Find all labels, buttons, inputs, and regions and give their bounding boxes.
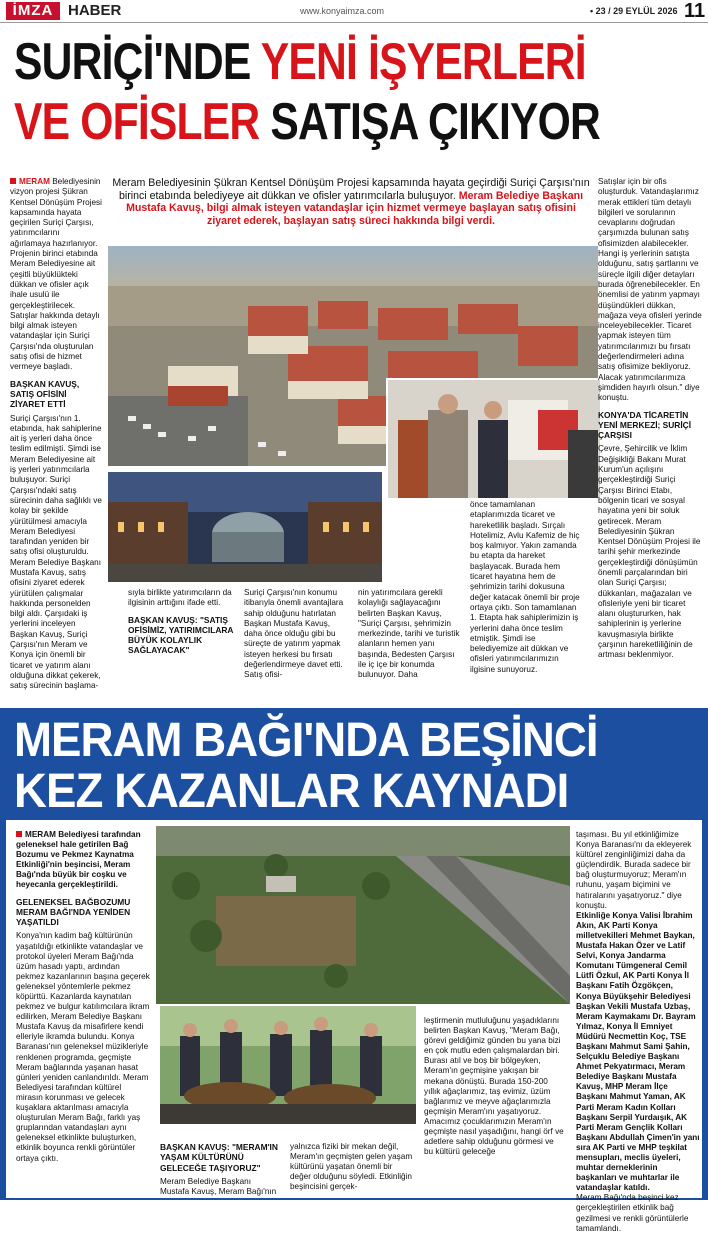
article-2-column-1 <box>16 830 150 1196</box>
paragraph: sıyla birlikte yatırımcıların da ilgisinin arttığını ifade etti. <box>128 588 232 608</box>
subheading: BAŞKAN KAVUŞ: "SATIŞ OFİSİMİZ, YATIRIMCILARA BÜYÜK KOLAYLIK SAĞLAYACAK" <box>128 614 234 656</box>
headline-1-black-part: SURİÇİ'NDE <box>14 33 251 91</box>
paragraph: Suriçi Çarşısı'nın 1. etabında, hak sahiplerine ait iş yerleri daha önce teslim edilmişti. Şimdi ise Meram Belediyesine ait iş yerleri yatırımcılarla buluşuyor. Suriçi Çarşısı'ndaki satış sürecinin daha sağlıklı ve kolay bir şekilde yürütülmesi amacıyla Meram Belediyesi tarafından yeniden bir satış ofisi oluşturuldu. Meram Belediye Başkanı Mustafa Kavuş, satış ofisini ziyaret ederek yürütülen çalışmalar hakkında personelden bilgi aldı. Çarşıdaki iş yerlerini inceleyen Başkan Kavuş, Suriçi Çarşısı'nın Meram ve Konya için önemli bir ticaret ve yatırım alanı olduğuna dikkat çekerek, satış sürecinin başlama- <box>10 413 102 691</box>
photo-mayor-visit-office <box>386 378 602 500</box>
paragraph: nin yatırımcılara gerekli kolaylığı sağlayacağını belirten Başkan Kavuş, "Suriçi Çarşısı, şehrimizin merkezinde, tarihi ve turistik alanların hemen yanı başında, Bedesten Çarşısı ile iç içe bir konumda bulunuyor. Daha <box>358 588 460 680</box>
headline-1-line-1 <box>14 33 586 91</box>
article-2-column-5 <box>576 830 700 1233</box>
bullet-square-icon <box>16 831 22 837</box>
headline-1-black-part-2: SATIŞA ÇIKIYOR <box>270 93 601 151</box>
headline-1-red-part-2: VE OFİSLER <box>14 93 260 151</box>
article-2-column-4 <box>424 1016 564 1198</box>
kicker: MERAM <box>19 177 50 186</box>
headline-2-line-1: MERAM BAĞI'NDA BEŞİNCİ <box>14 714 598 767</box>
paragraph: Konya'nın kadim bağ kültürünün yaşatıldığı etkinlikte vatandaşlar ve protokol üyeleri Meram Bağı'nda üzüm hasadı yaptı, ardından pekmez kazanlarının başına geçerek geleneksel yöntemlerle pekmez köpürttü. Kazanlarda kaynatılan pekmez ve bulgur katılımcılara ikram edilirken, Meram Belediye Başkanı Mustafa Kavuş da misafirlere kendi elleriyle ikramda bulundu. Konya Baranası'nın geleneksel müzikleriyle renklenen programda, geçmişte Meram bağlarında yaşanan hasat günleri yeniden canlandırıldı. Meram Belediyesi tarafından kültürel mirasın korunması ve gelecek kuşaklara aktarılması amacıyla oluşturulan Meram Bağı, farklı yaş gruplarından vatandaşları aynı geleneksel etkinlikte buluşturken, etkinlik boyunca renkli görüntüler ortaya çıktı. <box>16 931 150 1163</box>
headline-2-line-2: KEZ KAZANLAR KAYNADI <box>14 765 569 818</box>
lead-red: Meram Belediye Başkanı Mustafa Kavuş, bilgi almak isteyen vatandaşlar için hizmet vermeye başlayan satış ofisini ziyaret ederek, başlayan satış süreci hakkında bilgi verdi. <box>126 189 584 227</box>
article-1-column-4 <box>358 588 462 702</box>
paragraph: leştirmenin mutluluğunu yaşadıklarını belirten Başkan Kavuş, "Meram Bağı, görevi geldiğimiz günden bu yana bizi en çok mutlu eden çalışmalardan biri. Burası atıl ve boş bir bölgeyken, Meram'ın geçmişine yakışan bir mekana dönüştü. Burada 150-200 yıllık ağaçlarımız, taş evimiz, üzüm bağlarımız ve meyve ağaçlarımızla geçmişin Meram'ını yaşatıyoruz. Amacımız çocuklarımızın Meram'ın geçmişte nasıl yaşadığını, hangi örf ve adetlere sahip olduğunu görmesi ve bu kültürü geleceğe <box>424 1016 564 1157</box>
lead-plain: Meram Belediyesinin Şükran Kentsel Dönüşüm Projesi kapsamında hayata geçirdiği Suriçi Çarşısı'nın birinci etabında belediyeye ait dükkan ve ofisler yatırımcılarla buluşuyor. <box>112 177 590 202</box>
photo-pekmez-cauldrons <box>160 1006 416 1124</box>
bullet-square-icon <box>10 178 16 184</box>
article-1-column-2 <box>128 588 234 702</box>
paragraph: önce tamamlanan etaplarımızda ticaret ve hareketlilik başladı. Sırçalı Hotelimiz, Avlu Kafemiz de hiç boş kalmıyor. Yakın zamanda bu etapta da hareket başlayacak. Burada hem ticaret hayatına hem de şehrimizin tarihi dokusuna değer katacak önemli bir proje ortaya çıktı. Son tamamlanan 1. Etapta hak sahiplerimizin iş yerlerini daha önce teslim etmiştik. Şimdi ise belediyemize ait dükkan ve ofisleri yatırımcılarımızın ilgisine sunuyoruz. <box>470 500 580 674</box>
subheading: KONYA'DA TİCARETİN YENİ MERKEZİ; SURİÇİ ÇARŞISI <box>598 409 692 441</box>
page-number: 11 <box>684 0 706 22</box>
article-1-column-5 <box>470 500 580 702</box>
paragraph: Meram Belediye Başkanı Mustafa Kavuş, Meram Bağı'nın <box>160 1176 277 1196</box>
paragraph-bold: Etkinliğe Konya Valisi İbrahim Akın, AK Parti Konya milletvekilleri Mehmet Baykan, Mustafa Hakan Özer ve Latif Selvi, Konya Jandarma Komutanı Tümgeneral Cemil Lütfi Özkul, AK Parti Konya İl Başkanı Fatih Özgökçen, Konya Büyükşehir Belediyesi Başkan Vekili Mustafa Uzbaş, Meram Kaymakamı Dr. Bayram Yılmaz, Konya İl Emniyet Müdürü Necmettin Koç, TSE Başkanı Mahmut Sami Şahin, Selçuklu Belediye Başkanı Ahmet Pekyatırmacı, Meram Belediye Başkanı Mustafa Kavuş, MHP Meram İlçe Başkanı Mahmut Yaman, AK Parti Meram Kadın Kolları Başkanı Serpil Yurdaışık, AK Parti Meram Gençlik Kolları Başkanı Abdullah Çimen'in yanı sıra AK Parti ve MHP teşkilat mensupları, meclis üyeleri, muhtar derneklerinin başkanları ve muhtarlar ile vatandaşlar katıldı. <box>576 910 700 1193</box>
newspaper-logo: İMZA <box>6 2 60 20</box>
article-1-lead <box>108 177 594 227</box>
article-1-column-6 <box>598 177 702 702</box>
photo-night-bazaar <box>108 472 382 582</box>
paragraph: taşıması. Bu yıl etkinliğimize Konya Baranası'nı da ekleyerek kültürel zenginliğimizi daha da güçlendirdik. Burada sadece bir bağ oluşturmuyoruz; Meram'ın ruhunu, yaşam biçimini ve hatıralarını yaşatıyoruz." diye konuştu. <box>576 830 692 910</box>
subheading: BAŞKAN KAVUŞ: "MERAM'IN YAŞAM KÜLTÜRÜNÜ GELECEĞE TAŞIYORUZ" <box>160 1142 278 1173</box>
lead: Belediyesi tarafından geleneksel hale getirilen Bağ Bozumu ve Pekmez Kaynatma Etkinliği'nin beşincisi, Meram Bağı'nda büyük bir coşku ve heyecanla gerçekleştirildi. <box>16 830 141 890</box>
paragraph: Belediyesinin vizyon projesi Şükran Kentsel Dönüşüm Projesi kapsamında hayata geçirilen Suriçi Çarşısı, yatırımcılarını ağırlamaya hazırlanıyor. Projenin birinci etabında Meram Belediyesine ait çeşitli büyüklükteki dükkan ve ofisler açık ihale usulü ile gerçekleştirilecek. Satışlar hakkında detaylı bilgi almak isteyen vatandaşlar için Suriçi Çarşısı'nda oluşturulan satış ofisi de hizmet vermeye başladı. <box>10 177 102 372</box>
site-url[interactable]: www.konyaimza.com <box>300 6 385 16</box>
article-2-column-2 <box>160 1142 280 1198</box>
article-2-column-3 <box>290 1142 414 1198</box>
section-name: HABER <box>68 2 122 19</box>
subheading: BAŞKAN KAVUŞ, SATIŞ OFİSİNİ ZİYARET ETTİ <box>10 378 80 410</box>
kicker: MERAM <box>25 830 56 839</box>
paragraph: Meram Bağı'nda beşinci kez gerçekleştirilen etkinlik bağ gezilmesi ve renkli görüntülerle tamamlandı. <box>576 1193 689 1233</box>
article-1-column-3 <box>244 588 348 702</box>
headline-1-red-part: YENİ İŞYERLERİ <box>260 33 586 91</box>
photo-aerial-meram-vineyard <box>156 826 570 1004</box>
paragraph: Çevre, Şehircilik ve İklim Değişikliği Bakanı Murat Kurum'un açılışını gerçekleştirdiği Suriçi Çarşısı Birinci Etabı, bölgenin ticari ve sosyal hayatına yeni bir soluk getirecek. Meram Belediyesinin Şükran Kentsel Dönüşüm Projesi ile tarihi şehir merkezinde gerçekleştirdiği dönüşümün önemli parçalarından biri olan Suriçi Çarşısı; dükkanları, mağazaları ve ofisleriyle yeni bir ticaret alanı oluştururken, hak sahiplerinin iş yerlerine kavuşmasıyla birlikte çarşının hareketliliğinin de artması beklenmiyor. <box>598 444 701 660</box>
paragraph: yalnızca fiziki bir mekan değil, Meram'ın geçmişten gelen yaşam kültürünü yaşatan önemli bir değer olduğunu söyledi. Etkinliğin beşincisini gerçek- <box>290 1142 413 1192</box>
article-1-column-1 <box>10 177 102 702</box>
issue-date: • 23 / 29 EYLÜL 2026 <box>590 6 678 16</box>
paragraph: Suriçi Çarşısı'nın konumu itibarıyla önemli avantajlara sahip olduğunu hatırlatan Başkan Mustafa Kavuş, daha önce olduğu gibi bu süreçte de yatırım yapmak isteyen herkesi bu fırsatı değerlendirmeye davet etti. Satış ofisi- <box>244 588 344 680</box>
subheading: GELENEKSEL BAĞBOZUMU MERAM BAĞI'NDA YENİDEN YAŞATILDI <box>16 896 131 928</box>
paragraph: Satışlar için bir ofis oluşturduk. Vatandaşlarımız merak ettikleri tüm detaylı bilgileri ve sorularının cevaplarını doğrudan çarşımızda bulunan satış ofisimizden alabilecekler. Hangi iş yerlerinin satışta olduğunu, satış şartlarını ve süreçle ilgili diğer detayları burada öğrenebilecekler. En önemlisi de yatırım yapmayı düşündükleri dükkan, mağaza veya ofisleri yerinde inceleyebilecekler. Ticaret yapmak isteyen tüm yatırımcılarımızı bu fırsatı değerlendirmeleri adına satış ofisimize bekliyoruz. Alacak yatırımcılarımıza şimdiden hayırlı olsun." diye konuştu. <box>598 177 702 403</box>
headline-1-line-2 <box>14 93 601 151</box>
